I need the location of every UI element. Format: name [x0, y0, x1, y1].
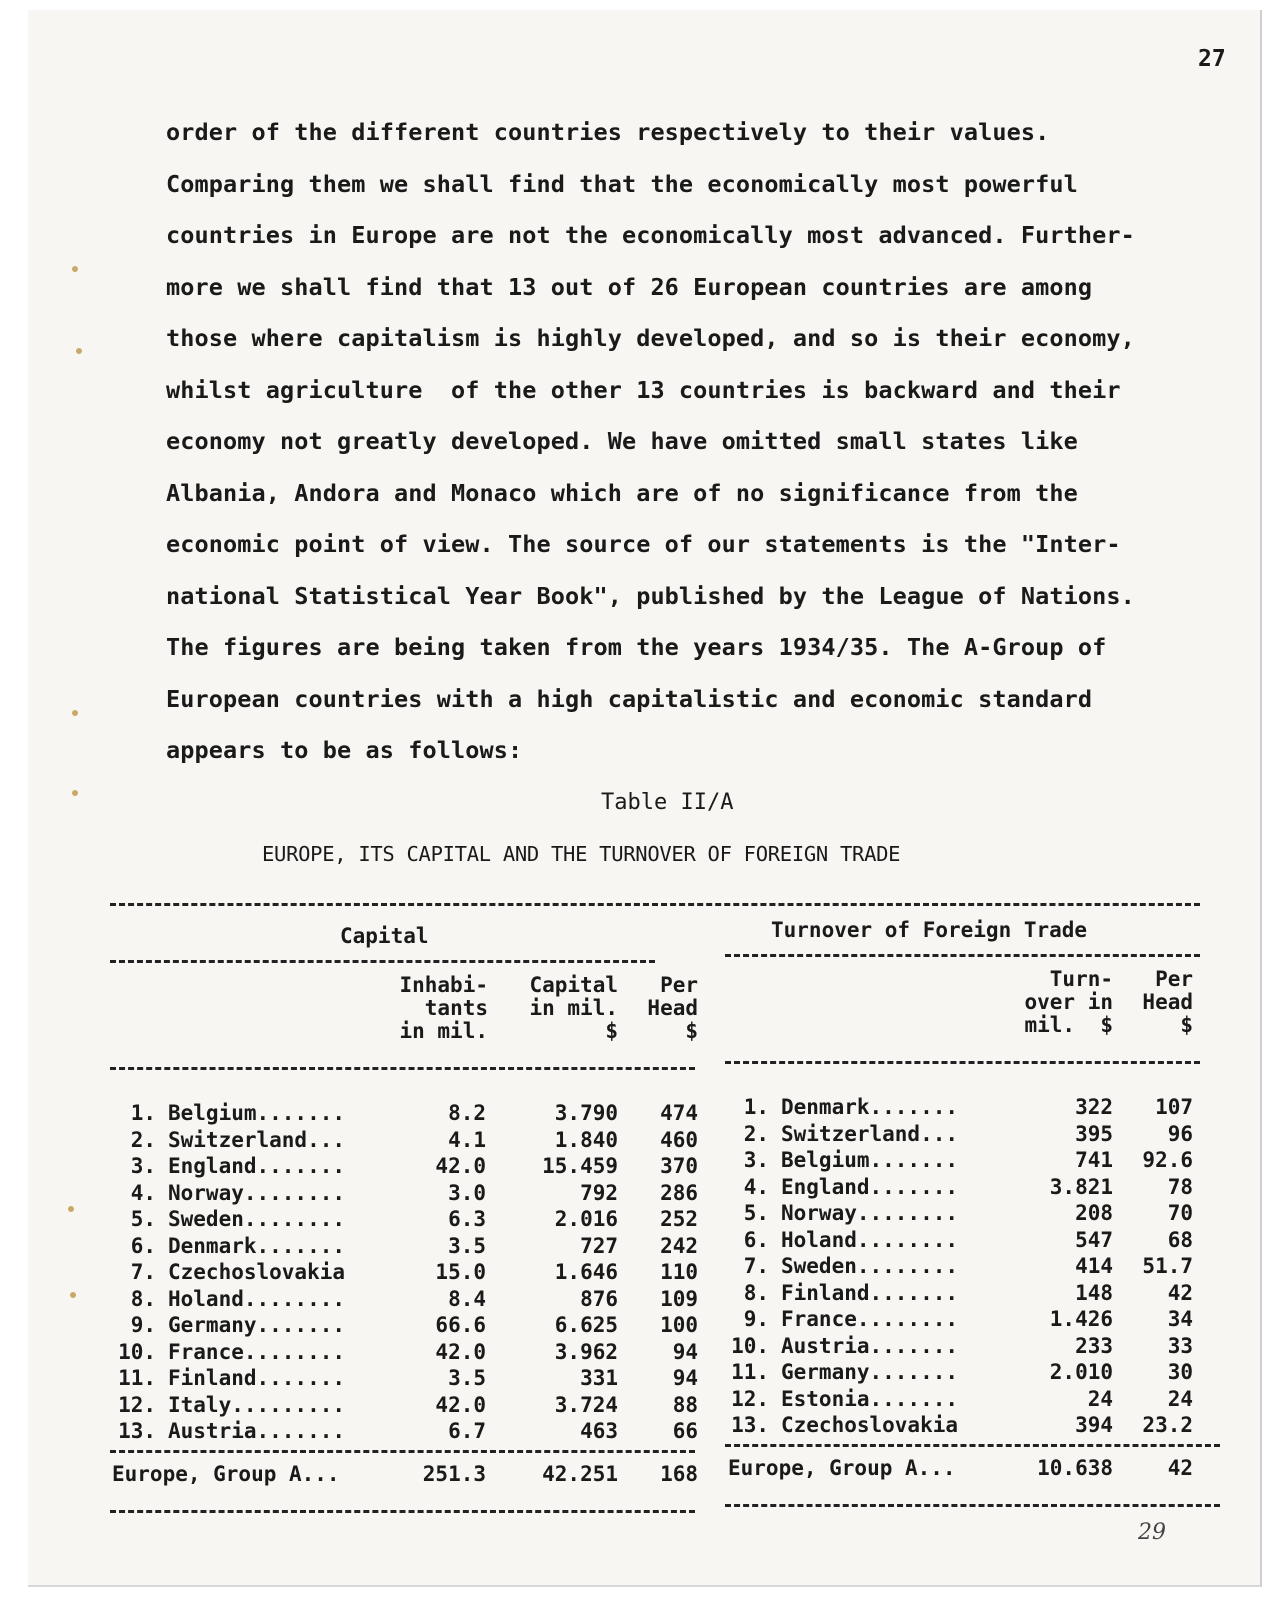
paragraph-line: national Statistical Year Book", published by the League of Nations.	[166, 581, 1135, 610]
margin-mark	[76, 348, 82, 354]
capital-row-inhabitants: 4.1	[448, 1127, 486, 1152]
capital-row-inhabitants: 6.7	[448, 1419, 486, 1443]
paragraph-line: Comparing them we shall find that the economically most powerful	[166, 169, 1078, 198]
capital-row-inhabitants: 42.0	[435, 1154, 486, 1178]
trade-row-country: Czechoslovakia	[781, 1413, 959, 1437]
capital-row-country: Sweden........	[168, 1207, 346, 1231]
table-top-rule	[110, 903, 1200, 906]
trade-row-rank: 9.	[743, 1307, 769, 1331]
capital-total-label: Europe, Group A...	[112, 1462, 340, 1486]
capital-row-per-head: 474	[660, 1101, 698, 1125]
trade-group-header: Turnover of Foreign Trade	[771, 918, 1088, 942]
margin-mark	[72, 266, 78, 272]
trade-row-country: Norway........	[781, 1201, 959, 1225]
capital-row-per-head: 94	[672, 1339, 698, 1364]
capital-row-inhabitants: 3.5	[448, 1233, 486, 1258]
trade-row-rank: 2.	[743, 1121, 769, 1146]
trade-row-per-head: 78	[1167, 1174, 1193, 1199]
page-number: 27	[1198, 46, 1226, 72]
trade-row-per-head: 70	[1167, 1201, 1193, 1225]
trade-row-rank: 12.	[731, 1386, 769, 1411]
capital-row-country: Norway........	[168, 1180, 346, 1205]
trade-row-country: Belgium.......	[781, 1148, 959, 1172]
capital-row-country: Austria.......	[168, 1419, 346, 1443]
capital-row-rank: 8.	[130, 1286, 156, 1311]
trade-row-turnover: 414	[1075, 1254, 1113, 1278]
capital-row-rank: 9.	[130, 1313, 156, 1337]
capital-row-country: Switzerland...	[168, 1127, 346, 1152]
trade-row-turnover: 3.821	[1049, 1174, 1113, 1199]
capital-row-per-head: 94	[672, 1366, 698, 1390]
trade-row-per-head: 24	[1167, 1386, 1193, 1411]
trade-row-per-head: 33	[1167, 1333, 1193, 1358]
paragraph-line: whilst agriculture of the other 13 countries is backward and their	[166, 375, 1121, 404]
capital-header-rule	[110, 1067, 695, 1070]
trade-row-rank: 6.	[743, 1227, 769, 1252]
capital-row-rank: 3.	[130, 1154, 156, 1178]
capital-row-country: Denmark.......	[168, 1233, 346, 1258]
paragraph-line: order of the different countries respectively to their values.	[166, 118, 1050, 146]
trade-column-header: Per Head $	[1142, 967, 1193, 1037]
trade-row-rank: 5.	[743, 1201, 769, 1225]
capital-total-bottom-rule	[110, 1510, 695, 1513]
trade-total-top-rule	[725, 1444, 1220, 1447]
capital-total-per-head: 168	[660, 1462, 698, 1486]
trade-row-turnover: 547	[1075, 1227, 1113, 1252]
capital-row-rank: 13.	[118, 1419, 156, 1443]
capital-row-rank: 1.	[130, 1101, 156, 1125]
capital-row-rank: 5.	[130, 1207, 156, 1231]
capital-row-inhabitants: 3.5	[448, 1366, 486, 1390]
trade-row-per-head: 30	[1167, 1360, 1193, 1384]
capital-row-rank: 12.	[118, 1392, 156, 1417]
capital-row-capital: 3.962	[554, 1339, 618, 1364]
capital-row-capital: 331	[580, 1366, 618, 1390]
capital-row-inhabitants: 3.0	[448, 1180, 486, 1205]
capital-row-per-head: 460	[660, 1127, 698, 1152]
trade-row-turnover: 394	[1075, 1413, 1113, 1437]
trade-row-per-head: 107	[1155, 1095, 1193, 1119]
trade-row-rank: 3.	[743, 1148, 769, 1172]
paragraph-line: more we shall find that 13 out of 26 European countries are among	[166, 272, 1093, 301]
trade-row-country: Estonia.......	[781, 1386, 959, 1411]
capital-row-inhabitants: 66.6	[435, 1313, 486, 1337]
capital-row-per-head: 242	[660, 1233, 698, 1258]
capital-row-country: Belgium.......	[168, 1101, 346, 1125]
trade-row-turnover: 148	[1075, 1280, 1113, 1305]
capital-row-capital: 1.840	[554, 1127, 618, 1152]
capital-row-rank: 6.	[130, 1233, 156, 1258]
trade-row-rank: 7.	[743, 1254, 769, 1278]
capital-row-country: England.......	[168, 1154, 346, 1178]
capital-row-inhabitants: 42.0	[435, 1392, 486, 1417]
capital-total-inhabitants: 251.3	[422, 1462, 486, 1486]
paragraph-line: Albania, Andora and Monaco which are of no significance from the	[166, 478, 1078, 507]
capital-row-inhabitants: 42.0	[435, 1339, 486, 1364]
trade-row-per-head: 92.6	[1142, 1148, 1193, 1172]
capital-row-country: Finland.......	[168, 1366, 346, 1390]
trade-row-per-head: 68	[1167, 1227, 1193, 1252]
trade-row-country: Austria.......	[781, 1333, 959, 1358]
trade-row-per-head: 34	[1167, 1307, 1193, 1331]
trade-row-rank: 4.	[743, 1174, 769, 1199]
paragraph-line: appears to be as follows:	[166, 736, 523, 764]
trade-row-turnover: 24	[1087, 1386, 1113, 1411]
trade-total-bottom-rule	[725, 1504, 1220, 1507]
trade-group-rule	[725, 954, 1200, 957]
trade-row-turnover: 1.426	[1049, 1307, 1113, 1331]
trade-row-turnover: 322	[1075, 1095, 1113, 1119]
capital-row-capital: 727	[580, 1233, 618, 1258]
trade-row-rank: 10.	[731, 1333, 769, 1358]
trade-row-country: Denmark.......	[781, 1095, 959, 1119]
capital-row-capital: 15.459	[542, 1154, 618, 1178]
capital-row-country: Italy.........	[168, 1392, 346, 1417]
paragraph-line: economic point of view. The source of our statements is the "Inter-	[166, 530, 1121, 558]
trade-row-turnover: 208	[1075, 1201, 1113, 1225]
trade-row-country: France........	[781, 1307, 959, 1331]
paragraph-line: European countries with a high capitalistic and economic standard	[166, 684, 1093, 713]
trade-row-rank: 1.	[743, 1095, 769, 1119]
capital-row-capital: 3.790	[554, 1101, 618, 1125]
capital-row-country: Germany.......	[168, 1313, 346, 1337]
capital-row-capital: 463	[580, 1419, 618, 1443]
capital-row-rank: 2.	[130, 1127, 156, 1152]
capital-row-per-head: 252	[660, 1207, 698, 1231]
capital-row-country: France........	[168, 1339, 346, 1364]
trade-row-country: England.......	[781, 1174, 959, 1199]
paragraph-line: economy not greatly developed. We have omitted small states like	[166, 427, 1078, 455]
capital-row-capital: 1.646	[554, 1260, 618, 1284]
capital-total-top-rule	[110, 1450, 695, 1453]
capital-row-per-head: 110	[660, 1260, 698, 1284]
trade-row-per-head: 23.2	[1142, 1413, 1193, 1437]
capital-row-inhabitants: 6.3	[448, 1207, 486, 1231]
trade-row-turnover: 741	[1075, 1148, 1113, 1172]
trade-row-turnover: 2.010	[1049, 1360, 1113, 1384]
capital-column-header: Inhabi- tants in mil.	[399, 973, 488, 1043]
capital-group-header: Capital	[340, 924, 429, 948]
capital-row-inhabitants: 15.0	[435, 1260, 486, 1284]
paragraph-line: countries in Europe are not the economically most advanced. Further-	[166, 221, 1135, 249]
table-title: EUROPE, ITS CAPITAL AND THE TURNOVER OF FOREIGN TRADE	[262, 842, 901, 866]
trade-total-label: Europe, Group A...	[728, 1456, 956, 1480]
trade-row-rank: 11.	[731, 1360, 769, 1384]
capital-row-capital: 792	[580, 1180, 618, 1205]
capital-row-rank: 10.	[118, 1339, 156, 1364]
capital-column-header: Per Head $	[647, 973, 698, 1043]
capital-row-capital: 3.724	[554, 1392, 618, 1417]
trade-row-rank: 13.	[731, 1413, 769, 1437]
trade-row-turnover: 395	[1075, 1121, 1113, 1146]
capital-row-country: Czechoslovakia	[168, 1260, 346, 1284]
trade-header-rule	[725, 1061, 1200, 1064]
capital-column-header: Capital in mil. $	[529, 973, 618, 1043]
margin-mark	[72, 710, 78, 716]
capital-row-rank: 7.	[130, 1260, 156, 1284]
document-page	[28, 10, 1262, 1587]
trade-row-rank: 8.	[743, 1280, 769, 1305]
trade-row-country: Switzerland...	[781, 1121, 959, 1146]
table-caption: Table II/A	[601, 790, 734, 815]
capital-row-capital: 6.625	[554, 1313, 618, 1337]
trade-row-per-head: 96	[1167, 1121, 1193, 1146]
handwritten-number: 29	[1138, 1520, 1166, 1545]
trade-row-country: Germany.......	[781, 1360, 959, 1384]
capital-row-rank: 4.	[130, 1180, 156, 1205]
trade-row-country: Finland.......	[781, 1280, 959, 1305]
trade-row-country: Sweden........	[781, 1254, 959, 1278]
trade-row-per-head: 51.7	[1142, 1254, 1193, 1278]
capital-row-rank: 11.	[118, 1366, 156, 1390]
capital-row-country: Holand........	[168, 1286, 346, 1311]
capital-total-capital: 42.251	[542, 1462, 618, 1486]
capital-row-per-head: 286	[660, 1180, 698, 1205]
trade-row-turnover: 233	[1075, 1333, 1113, 1358]
trade-row-country: Holand........	[781, 1227, 959, 1252]
capital-row-per-head: 88	[672, 1392, 698, 1417]
capital-row-per-head: 100	[660, 1313, 698, 1337]
capital-row-per-head: 66	[672, 1419, 698, 1443]
capital-row-inhabitants: 8.2	[448, 1101, 486, 1125]
capital-group-rule	[110, 960, 655, 963]
trade-row-per-head: 42	[1167, 1280, 1193, 1305]
paragraph-line: The figures are being taken from the years 1934/35. The A-Group of	[166, 633, 1107, 661]
capital-row-inhabitants: 8.4	[448, 1286, 486, 1311]
trade-total-per-head: 42	[1167, 1456, 1193, 1480]
paragraph-line: those where capitalism is highly developed, and so is their economy,	[166, 324, 1135, 352]
capital-row-capital: 2.016	[554, 1207, 618, 1231]
capital-row-capital: 876	[580, 1286, 618, 1311]
margin-mark	[68, 1206, 74, 1212]
trade-column-header: Turn- over in mil. $	[1024, 967, 1113, 1037]
margin-mark	[70, 1292, 76, 1298]
trade-total-turnover: 10.638	[1037, 1456, 1113, 1480]
margin-mark	[72, 790, 78, 796]
capital-row-per-head: 370	[660, 1154, 698, 1178]
capital-row-per-head: 109	[660, 1286, 698, 1311]
